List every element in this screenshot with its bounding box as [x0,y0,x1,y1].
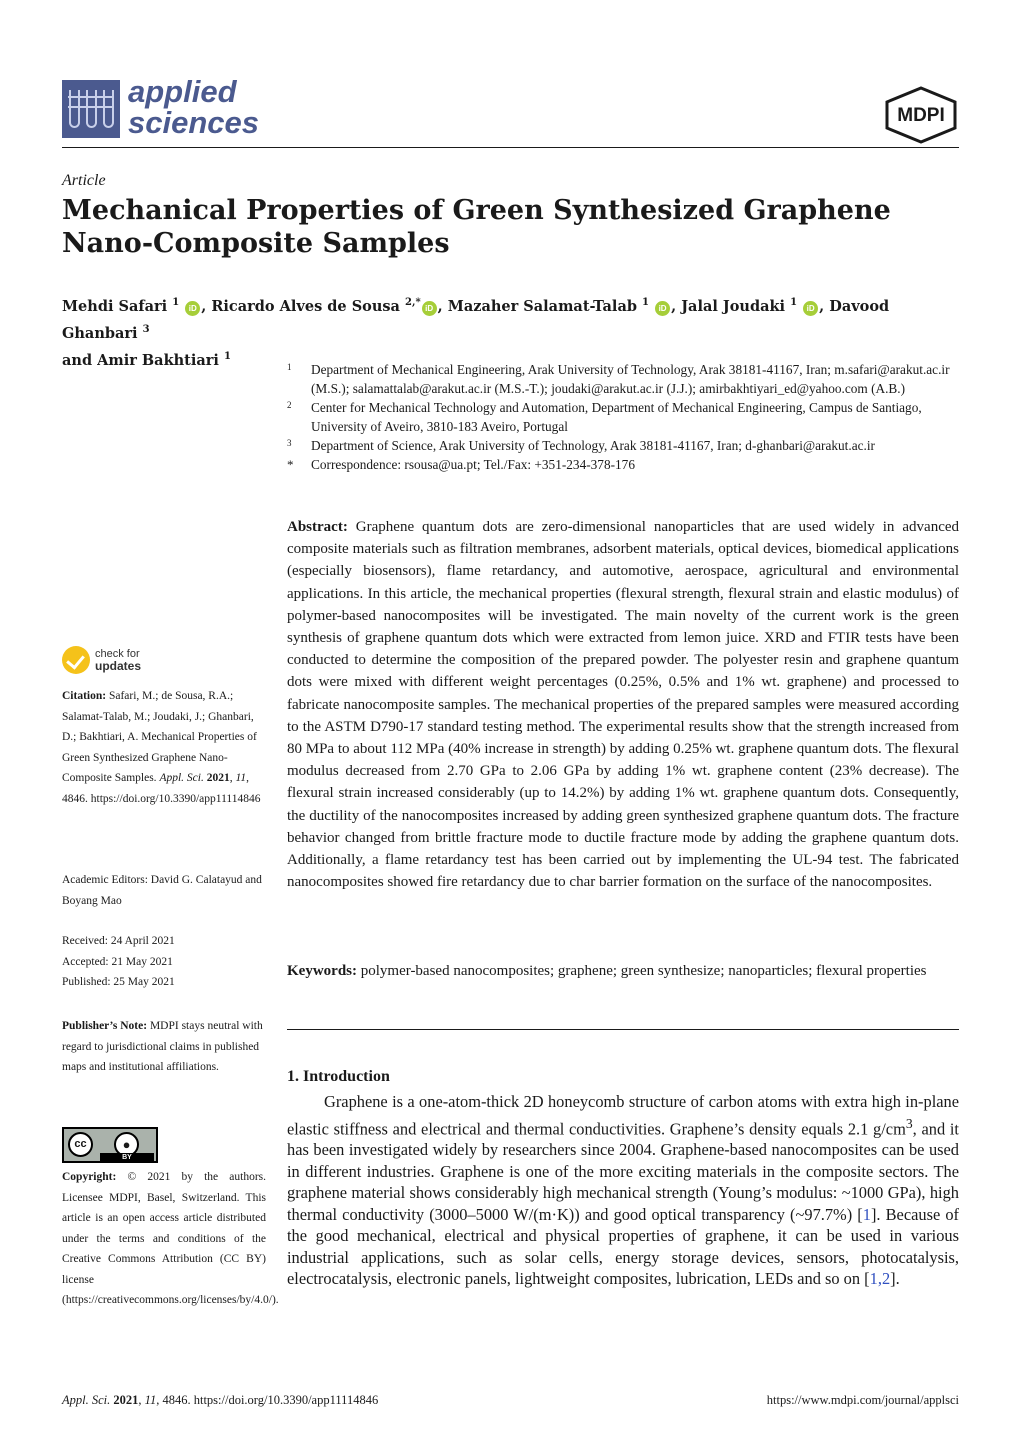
abstract-text: Graphene quantum dots are zero-dimensional nanoparticles that are used widely in advanced composite materials such as filtration membranes, adsorbent materials, optical devices, biomedical applications (especially biosensors), flame retardancy, and automotive, aerospace, agricultural and environmental applications. In this article, the mechanical properties (flexural strength, flexural strain and elastic modulus) of polymer-based nanocomposites will be investigated. The main novelty of the current work is the green synthesis of graphene quantum dots which were extracted from lemon juice. XRD and FTIR tests have been conducted to determine the composition of the prepared powder. The polyester resin and graphene quantum dots were mixed with different weight percentages (0.25%, 0.5% and 1% wt. graphene) and processed to fabricate nanocomposite samples. The mechanical properties of the prepared samples were measured according to the ASTM D790-17 standard testing method. The experimental results show that the strength increased from 80 MPa to about 112 MPa (40% increase in strength) by adding 0.25% wt. graphene quantum dots. The flexural modulus decreased from 2.70 GPa to 2.06 GPa by adding 1% wt. graphene content (23% decrease). The flexural strain increased considerably (up to 14.2%) by adding 1% wt. graphene quantum dots. Consequently, the ductility of the nanocomposites increased by adding green synthesized graphene quantum dots. The fracture behavior changed from brittle fracture mode to ductile fracture mode by adding the graphene quantum dots. Additionally, a flame retardancy test has been carried out by implementing the UL-94 test. The fabricated nanocomposites showed fire retardancy due to char barrier formation on the surface of the nanocomposites. [287,519,960,891]
intro-text-part: , and it has been investigated widely by researchers since 2004. Graphene-based nanocomposites can be used in different industries. Graphene is one of the more exciting materials in the composite sectors. The graphene material shows considerably high mechanical strength (Young’s modulus: ~1000 GPa), high thermal conductivity (3000–5000 W/(m·K)) and good optical transparency (~97.7%) [ [287,1118,959,1224]
header-divider [62,147,959,148]
citation: Citation: Safari, M.; de Sousa, R.A.; Salamat-Talab, M.; Joudaki, J.; Ghanbari, D.; Bakhtiari, A. Mechanical Properties of Green Synthesized Graphene Nano-Composite Samples. Appl. Sci. 2021, 11, 4846. https://doi.org/10.3390/app11114846 [62,690,261,805]
author-name: Ricardo Alves de Sousa [211,297,400,315]
author-name: Jalal Joudaki [681,297,786,315]
author-affiliation-mark: 1 [223,350,231,362]
correspondence-mark: * [287,457,294,472]
author-name: Mehdi Safari [62,297,168,315]
attribution-person-icon: ● [114,1132,139,1157]
superscript: 3 [905,1115,913,1131]
accepted-date: Accepted: 21 May 2021 [62,955,173,968]
footer-journal-url[interactable]: https://www.mdpi.com/journal/applsci [766,1393,959,1407]
citation-text: Safari, M.; de Sousa, R.A.; Salamat-Talab, M.; Joudaki, J.; Ghanbari, D.; Bakhtiari, A. Mechanical Properties of Green Synthesized Graphene Nano-Composite Samples. [62,690,257,784]
journal-logo-icon [62,80,120,138]
creative-commons-icon: cc [68,1132,93,1157]
paper-title: Mechanical Properties of Green Synthesized Graphene Nano-Composite Samples [62,195,891,259]
orcid-icon[interactable]: iD [803,301,818,316]
reference-link[interactable]: 1 [862,1204,871,1224]
copyright [62,1167,279,1311]
affiliation-item [287,360,959,398]
footer-journal: Appl. Sci. [62,1393,111,1407]
intro-text-part: Graphene is a one-atom-thick 2D honeycomb structure of carbon atoms with extra high in-plane elastic stiffness and electrical and thermal conductivities. Graphene’s density equals 2.1 g/cm [287,1092,959,1138]
correspondence-item [287,455,959,474]
intro-text-part: ]. [890,1269,900,1289]
cc-by-license-badge[interactable] [62,1127,158,1163]
citation-journal: Appl. Sci. [159,772,204,784]
citation-doi[interactable]: , 4846. https://doi.org/10.3390/app11114846 [62,772,261,805]
intro-text-part: ]. Because of the good mechanical, electrical and physical properties of graphene, it can be used in various industrial applications, such as solar cells, energy storage devices, sensors, photocatalysis, electrocatalysis, electronic panels, lightweight composites, lubrication, LEDs and so on [ [287,1204,959,1289]
academic-editors: Academic Editors: David G. Calatayud and Boyang Mao [62,874,262,907]
footer-volume: 11 [144,1393,157,1407]
author-affiliation-mark: 3 [142,323,150,335]
publisher-note-text: MDPI stays neutral with regard to jurisdictional claims in published maps and institutional affiliations. [62,1020,263,1073]
journal-name [128,76,259,138]
author-name: Amir Bakhtiari [97,351,219,369]
check-line1: check for [95,648,140,660]
footer-citation: Appl. Sci. 2021, 11, 4846. https://doi.org/10.3390/app11114846 [62,1393,379,1407]
publisher-note [62,1016,266,1078]
correspondence-text: Correspondence: rsousa@ua.pt; Tel./Fax: +351-234-378-176 [311,457,635,472]
affiliation-item [287,398,959,436]
orcid-icon[interactable]: iD [655,301,670,316]
reference-separator: , [877,1269,882,1289]
author-affiliation-mark: 1 [172,297,180,308]
author-conjunction: and [62,351,93,369]
keywords [287,960,959,982]
intro-heading: 1. Introduction [287,1068,390,1085]
citation-label: Citation: [62,690,107,702]
article-type: Article [62,172,106,189]
check-line2: updates [95,659,142,673]
affiliation-number: 2 [287,400,292,410]
footer-doi[interactable]: , 4846. https://doi.org/10.3390/app11114846 [156,1393,379,1407]
abstract [287,516,959,893]
reference-link[interactable]: 2 [881,1269,891,1289]
check-for-updates-label [95,648,141,673]
mdpi-logo-text: MDPI [897,105,945,126]
author-affiliation-mark: 2,* [405,297,421,308]
checkmark-icon [62,646,90,674]
author-affiliation-mark: 1 [642,297,650,308]
intro-paragraph [287,1091,959,1290]
reference-link[interactable]: 1 [869,1269,878,1289]
publication-dates [62,931,266,993]
orcid-icon[interactable]: iD [422,301,437,316]
copyright-text: © 2021 by the authors. Licensee MDPI, Basel, Switzerland. This article is an open access article distributed under the terms and conditions of the Creative Commons Attribution (CC BY) license (https://creativecommons.org/licenses/by/4.0/). [62,1171,279,1306]
by-label: BY [100,1153,154,1162]
author-name: Mazaher Salamat-Talab [447,297,637,315]
affiliation-text: Department of Science, Arak University of Technology, Arak 38181-41167, Iran; d-ghanbari@arakut.ac.ir [311,438,875,453]
affiliations [287,360,959,474]
affiliation-number: 1 [287,362,292,372]
keywords-label: Keywords: [287,963,357,979]
mdpi-logo-icon [884,86,958,144]
orcid-icon[interactable]: iD [185,301,200,316]
abstract-label: Abstract: [287,519,348,535]
received-date: Received: 24 April 2021 [62,935,175,947]
affiliation-number: 3 [287,438,292,448]
journal-name-line1: applied [128,74,237,109]
published-date: Published: 25 May 2021 [62,976,175,988]
citation-year: 2021 [206,772,230,784]
section-divider [287,1029,959,1030]
citation-volume: 11 [235,772,247,784]
affiliation-item [287,436,959,455]
affiliation-text: Department of Mechanical Engineering, Arak University of Technology, Arak 38181-41167, Iran; m.safari@arakut.ac.ir (M.S.); salamattalab@arakut.ac.ir (M.S.-T.); joudaki@arakut.ac.ir (J.J.); amirbakhtiyari_ed@yahoo.com (A.B.) [311,362,950,396]
footer-year: 2021 [113,1393,139,1407]
copyright-label: Copyright: [62,1171,117,1183]
publisher-note-label: Publisher’s Note: [62,1020,148,1032]
journal-name-line2: sciences [128,105,259,140]
author-list: Mehdi Safari $^1$ iD , Ricardo Alves de Sousa $^{2,*}$iD , Mazaher Salamat-Talab $^1$ iD , Jalal Joudaki $^1$ iD , Davood Ghanbari $^3$ and Amir Bakhtiari $^1$ [62,297,890,369]
keywords-text: polymer-based nanocomposites; graphene; green synthesize; nanoparticles; flexural properties [360,963,927,979]
affiliation-text: Center for Mechanical Technology and Automation, Department of Mechanical Engineering, Campus de Santiago, University of Aveiro, 3810-183 Aveiro, Portugal [311,400,922,434]
author-name: Davood Ghanbari [62,297,890,342]
check-for-updates-button[interactable] [62,643,182,683]
author-affiliation-mark: 1 [790,297,798,308]
